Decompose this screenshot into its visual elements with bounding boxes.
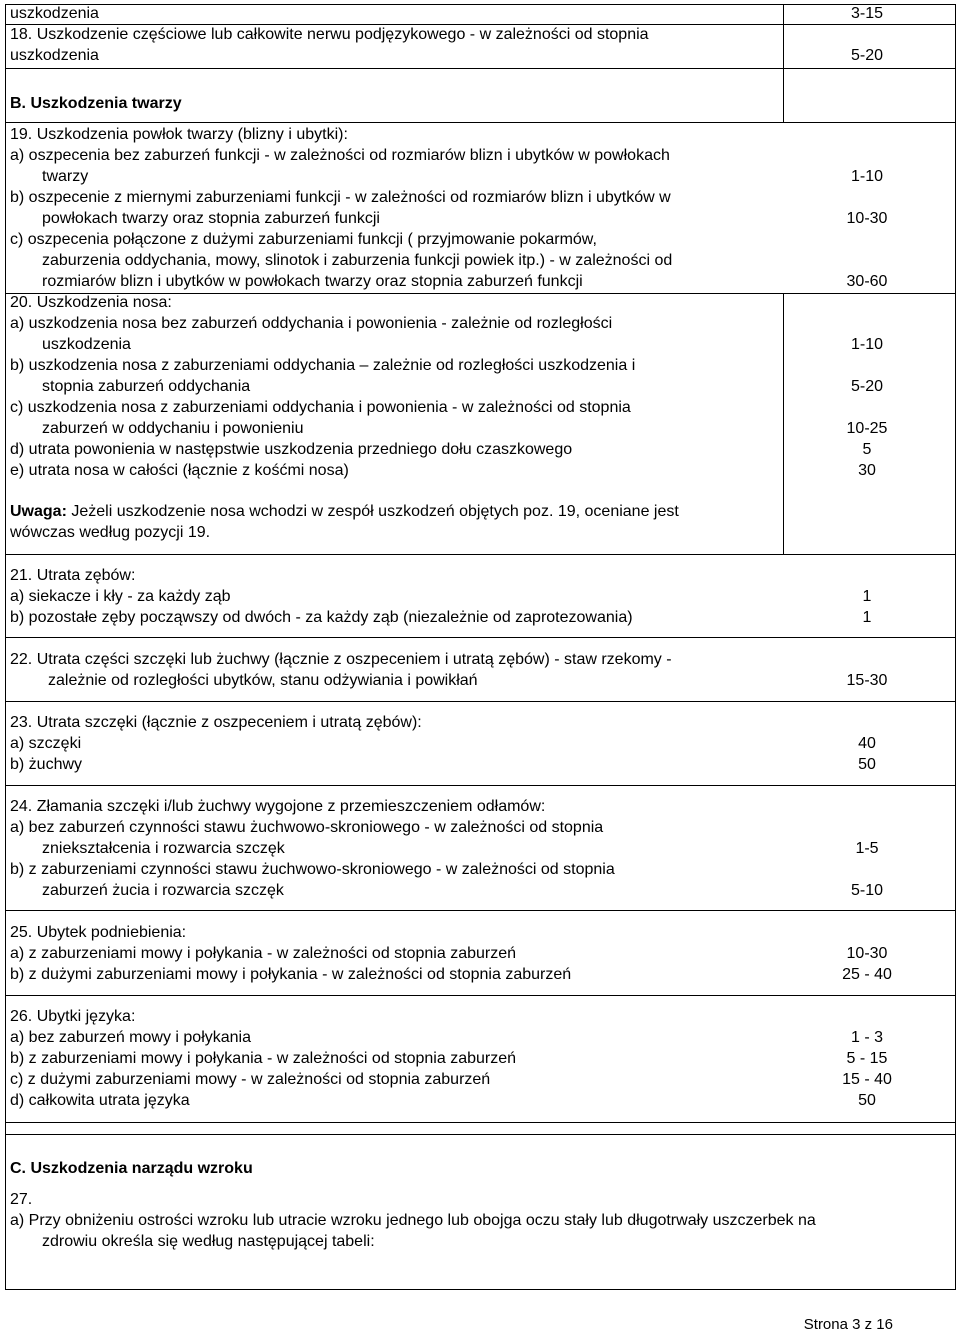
row-value: 5-10 [850, 882, 884, 899]
row-text: b) z dużymi zaburzeniami mowy i połykania - w zależności od stopnia zaburzeń [10, 966, 572, 983]
row-text: zaburzeń w oddychaniu i powonieniu [42, 420, 304, 437]
row-text: 26. Ubytki języka: [10, 1008, 136, 1025]
row-text: b) uszkodzenia nosa z zaburzeniami oddychania – zależnie od rozległości uszkodzenia i [10, 357, 636, 374]
row-text: a) szczęki [10, 735, 82, 752]
row-text: stopnia zaburzeń oddychania [42, 378, 251, 395]
row-text: 25. Ubytek podniebienia: [10, 924, 187, 941]
row-text: a) siekacze i kły - za każdy ząb [10, 588, 231, 605]
row-text: 20. Uszkodzenia nosa: [10, 294, 172, 311]
row-value: 1 [862, 609, 872, 626]
row-text: b) z zaburzeniami czynności stawu żuchwowo-skroniowego - w zależności od stopnia [10, 861, 615, 878]
row-text: zależnie od rozległości ubytków, stanu odżywiania i powikłań [48, 672, 478, 689]
row-text: zdrowiu określa się według następującej tabeli: [42, 1233, 375, 1250]
row-text: b) oszpecenie z miernymi zaburzeniami funkcji - w zależności od rozmiarów blizn i ubytków w [10, 189, 671, 206]
table-border-uwaga [5, 554, 956, 555]
row-value: 1-10 [850, 168, 884, 185]
note-label: Uwaga: [10, 503, 67, 520]
row-text: twarzy [42, 168, 89, 185]
row-text: c) z dużymi zaburzeniami mowy - w zależności od stopnia zaburzeń [10, 1071, 491, 1088]
row-text: b) z zaburzeniami mowy i połykania - w zależności od stopnia zaburzeń [10, 1050, 517, 1067]
row-value: 1-10 [850, 336, 884, 353]
row-text: d) utrata powonienia w następstwie uszkodzenia przedniego dołu czaszkowego [10, 441, 573, 458]
row-value: 15 - 40 [842, 1071, 892, 1088]
page-number: Strona 3 z 16 [803, 1316, 893, 1333]
table-border-right [955, 4, 956, 1290]
row-text: d) całkowita utrata języka [10, 1092, 190, 1109]
row-value: 1 [862, 588, 872, 605]
row-text: c) uszkodzenia nosa z zaburzeniami oddychania i powonienia - w zależności od stopnia [10, 399, 631, 416]
table-border-row18 [5, 68, 956, 69]
note-line [10, 502, 679, 522]
table-border-left [5, 4, 6, 1290]
table-border-bottom [5, 1289, 956, 1290]
row-value: 1-5 [855, 840, 879, 857]
table-border-secB [5, 122, 956, 123]
table-border-r24 [5, 910, 956, 911]
row-text: 24. Złamania szczęki i/lub żuchwy wygojone z przemieszczeniem odłamów: [10, 798, 546, 815]
note-text: wówczas według pozycji 19. [10, 524, 211, 541]
row-text: zaburzenia oddychania, mowy, slinotok i zaburzenia funkcji powiek itp.) - w zależności od [42, 252, 673, 269]
row-text: a) Przy obniżeniu ostrości wzroku lub utracie wzroku jednego lub obojga oczu stały lub długotrwały uszczerbek na [10, 1212, 816, 1229]
row-text: a) bez zaburzeń mowy i połykania [10, 1029, 252, 1046]
row-text: 27. [10, 1191, 33, 1208]
table-border-r21 [5, 637, 956, 638]
section-heading: C. Uszkodzenia narządu wzroku [10, 1160, 253, 1177]
row-text: rozmiarów blizn i ubytków w powłokach twarzy oraz stopnia zaburzeń funkcji [42, 273, 583, 290]
row-text: e) utrata nosa w całości (łącznie z kośćmi nosa) [10, 462, 349, 479]
row-value: 10-30 [846, 945, 888, 962]
row-text: uszkodzenia [10, 5, 99, 22]
row-text: uszkodzenia [10, 47, 99, 64]
row-text: a) bez zaburzeń czynności stawu żuchwowo-skroniowego - w zależności od stopnia [10, 819, 604, 836]
row-value: 50 [858, 756, 876, 773]
note-text: Jeżeli uszkodzenie nosa wchodzi w zespół uszkodzeń objętych poz. 19, oceniane jest [66, 503, 679, 520]
row-value: 40 [858, 735, 876, 752]
table-border-r22 [5, 701, 956, 702]
row-text: b) pozostałe zęby począwszy od dwóch - za każdy ząb (niezależnie od zaprotezowania) [10, 609, 633, 626]
row-value: 1 - 3 [850, 1029, 883, 1046]
row-value: 30-60 [846, 273, 888, 290]
row-value: 3-15 [850, 5, 884, 22]
row-value: 5-20 [850, 378, 884, 395]
row-value: 25 - 40 [842, 966, 892, 983]
row-value: 30 [858, 462, 876, 479]
row-text: powłokach twarzy oraz stopnia zaburzeń funkcji [42, 210, 380, 227]
row-text: 23. Utrata szczęki (łącznie z oszpeceniem i utratą zębów): [10, 714, 422, 731]
row-text: 22. Utrata części szczęki lub żuchwy (łącznie z oszpeceniem i utratą zębów) - staw rzekomy - [10, 651, 672, 668]
table-border-r23 [5, 785, 956, 786]
row-text: zniekształcenia i rozwarcia szczęk [42, 840, 285, 857]
row-value: 10-30 [846, 210, 888, 227]
table-border-secC [5, 1134, 956, 1135]
row-text: a) oszpecenia bez zaburzeń funkcji - w zależności od rozmiarów blizn i ubytków w powłokach [10, 147, 670, 164]
row-text: c) oszpecenia połączone z dużymi zaburzeniami funkcji ( przyjmowanie pokarmów, [10, 231, 597, 248]
row-text: zaburzeń żucia i rozwarcia szczęk [42, 882, 284, 899]
row-value: 10-25 [846, 420, 888, 437]
row-text: b) żuchwy [10, 756, 83, 773]
row-text: a) z zaburzeniami mowy i połykania - w zależności od stopnia zaburzeń [10, 945, 517, 962]
row-value: 5 - 15 [846, 1050, 888, 1067]
row-text: 19. Uszkodzenia powłok twarzy (blizny i ubytki): [10, 126, 348, 143]
row-value: 50 [858, 1092, 876, 1109]
row-value: 5-20 [850, 47, 884, 64]
row-text: 18. Uszkodzenie częściowe lub całkowite nerwu podjęzykowego - w zależności od stopnia [10, 26, 649, 43]
row-text: 21. Utrata zębów: [10, 567, 136, 584]
row-value: 5 [862, 441, 872, 458]
table-col-divider-1 [783, 4, 784, 123]
row-value: 15-30 [846, 672, 888, 689]
section-heading: B. Uszkodzenia twarzy [10, 95, 182, 112]
row-text: uszkodzenia [42, 336, 131, 353]
row-text: a) uszkodzenia nosa bez zaburzeń oddychania i powonienia - zależnie od rozległości [10, 315, 613, 332]
table-border-r26 [5, 1122, 956, 1123]
table-border-r25 [5, 995, 956, 996]
table-col-divider-2 [783, 293, 784, 555]
